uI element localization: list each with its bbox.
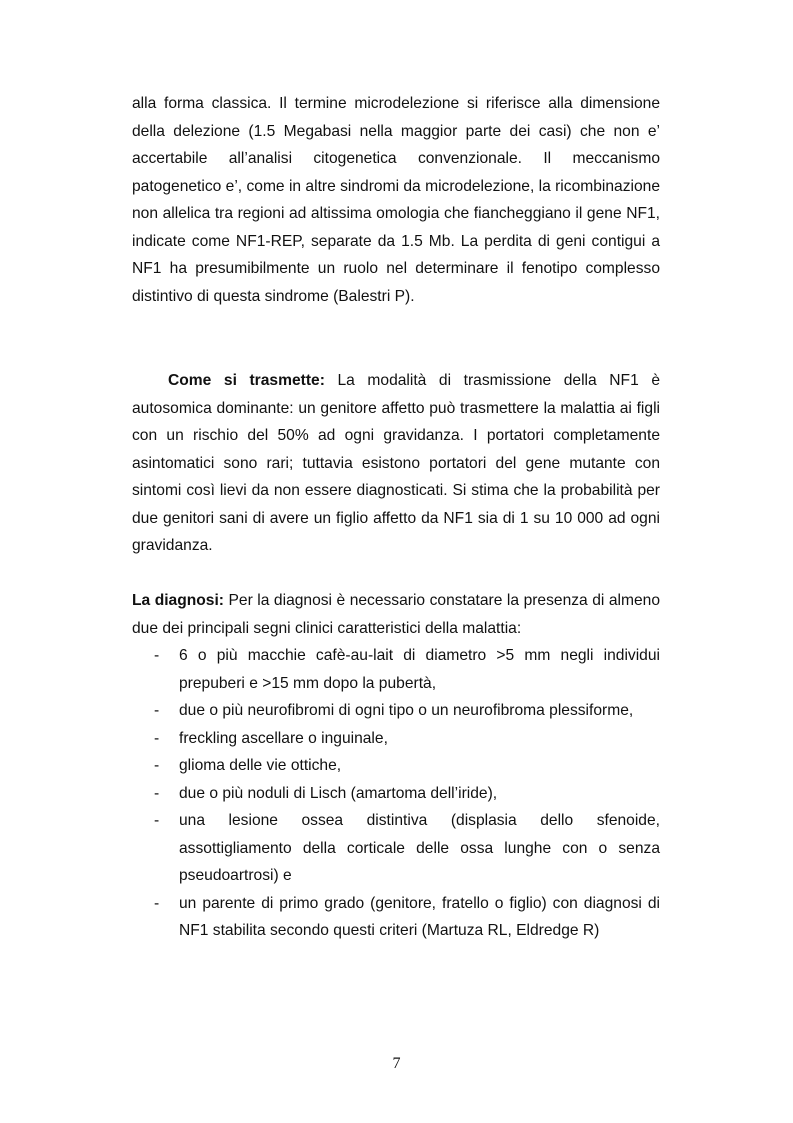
bullet-dash: - — [154, 702, 160, 719]
paragraph-transmission — [132, 367, 660, 560]
list-item — [132, 890, 660, 945]
bullet-dash: - — [154, 729, 160, 747]
list-item-text: una lesione ossea distintiva (displasia dello sfenoide, assottigliamento della corticale delle ossa lunghe con o senza pseudoartrosi) e — [179, 812, 660, 884]
bullet-dash: - — [154, 894, 160, 912]
bullet-dash: - — [154, 784, 160, 802]
bullet-dash: - — [154, 647, 160, 664]
list-item-text: glioma delle vie ottiche, — [179, 757, 342, 774]
list-item — [132, 752, 660, 780]
list-item — [132, 642, 660, 697]
list-item — [132, 807, 660, 890]
list-item-text: un parente di primo grado (genitore, fratello o figlio) con diagnosi di NF1 stabilita secondo questi criteri (Martuza RL, Eldredge R) — [179, 894, 660, 939]
list-item — [132, 725, 660, 753]
heading-diagnosis: La diagnosi: — [132, 592, 225, 609]
heading-transmission: Come si trasmette: — [168, 372, 325, 389]
paragraph-microdeletion — [132, 90, 660, 310]
paragraph-diagnosis — [132, 587, 660, 642]
bullet-dash: - — [154, 812, 160, 829]
list-item-text: due o più noduli di Lisch (amartoma dell’iride), — [179, 784, 498, 802]
paragraph-text: alla forma classica. Il termine microdelezione si riferisce alla dimensione della delezione (1.5 Megabasi nella maggior parte dei casi) che non e’ accertabile all’analisi citogenetica convenzionale. Il meccanismo patogenetico e’, come in altre sindromi da microdelezione, la ricombinazione non allelica tra regioni ad altissima omologia che fiancheggiano il gene NF1, indicate come NF1-REP, separate da 1.5 Mb. La perdita di geni contigui a NF1 ha presumibilmente un ruolo nel determinare il fenotipo complesso distintivo di questa sindrome (Balestri P). — [132, 95, 660, 305]
list-item-text: 6 o più macchie cafè-au-lait di diametro >5 mm negli individui prepuberi e >15 mm dopo la pubertà, — [179, 647, 660, 692]
page-number: 7 — [392, 1055, 401, 1072]
bullet-dash: - — [154, 757, 160, 774]
diagnostic-criteria-list — [132, 642, 660, 945]
list-item — [132, 780, 660, 808]
list-item-text: freckling ascellare o inguinale, — [179, 729, 388, 747]
paragraph-text: Per la diagnosi è necessario constatare la presenza di almeno due dei principali segni clinici caratteristici della malattia: — [132, 592, 661, 637]
list-item-text: due o più neurofibromi di ogni tipo o un neurofibroma plessiforme, — [179, 702, 634, 719]
paragraph-text: La modalità di trasmissione della NF1 è autosomica dominante: un genitore affetto può trasmettere la malattia ai figli con un rischio del 50% ad ogni gravidanza. I portatori completamente asintomatici sono rari; tuttavia esistono portatori del gene mutante con sintomi così lievi da non essere diagnosticati. Si stima che la probabilità per due genitori sani di avere un figlio affetto da NF1 sia di 1 su 10 000 ad ogni gravidanza. — [132, 372, 660, 554]
list-item — [132, 697, 660, 725]
